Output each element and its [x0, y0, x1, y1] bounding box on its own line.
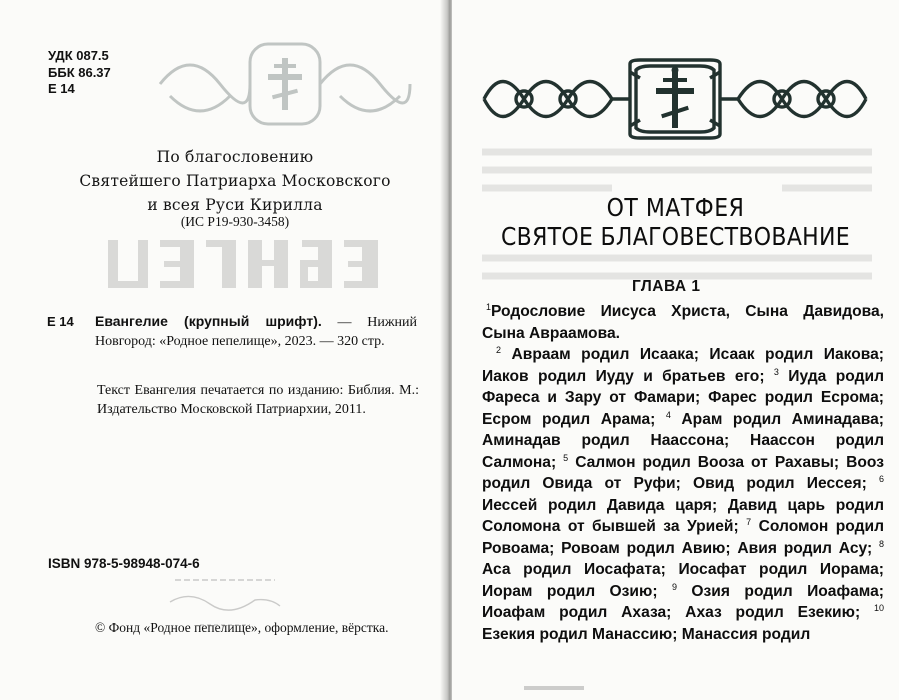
gospel-title-line-2: СВЯТОЕ БЛАГОВЕСТВОВАНИЕ	[501, 223, 850, 252]
verse-text: Арам родил Аминадава; Аминадав родил Наассона; Наассон родил Салмона;	[482, 410, 884, 471]
show-through-title-icon	[88, 232, 388, 296]
blessing-line-1: По благословению	[156, 148, 314, 166]
catalog-entry	[95, 312, 417, 351]
verse-number: 5	[563, 452, 569, 463]
isbn: ISBN 978-5-98948-074-6	[48, 556, 200, 571]
verse-text: Соломон родил Ровоама; Ровоам родил Авию; Авия родил Асу;	[482, 518, 884, 557]
catalog-code: Е 14	[47, 314, 74, 329]
catalog-details: — Нижний Новгород: «Родное пепелище», 2023. — 320 стр.	[95, 315, 417, 349]
classification-codes	[48, 48, 111, 98]
catalog-title: Евангелие (крупный шрифт).	[95, 313, 322, 329]
verse-text: Аса родил Иосафата; Иосафат родил Иорама; Иорам родил Озию;	[482, 561, 884, 600]
copyright-notice: © Фонд «Родное пепелище», оформление, вёрстка.	[95, 620, 389, 635]
verse-number: 4	[665, 409, 671, 420]
verse-number: 3	[773, 366, 779, 377]
patriarch-blessing	[60, 145, 410, 217]
show-through-footnote-icon	[524, 683, 584, 693]
right-page	[452, 0, 899, 700]
left-page	[0, 0, 446, 700]
gospel-title-line-1: ОТ МАТФЕЯ	[606, 194, 745, 223]
chapter-heading: ГЛАВА 1	[632, 278, 701, 295]
cross-ornament-icon	[480, 58, 870, 140]
verse-number: 10	[873, 603, 884, 613]
udk-code: УДК 087.5	[48, 48, 109, 63]
verse-number: 1	[486, 302, 492, 312]
show-through-ornament-icon	[150, 36, 420, 132]
verse-number: 8	[878, 538, 884, 549]
verse-number: 6	[878, 474, 884, 484]
verse-text: Салмон родил Вооза от Рахавы; Вооз родил Овида от Руфи; Овид родил Иессея;	[482, 453, 884, 492]
verse-text: Езекия родил Манассию; Манассия родил	[482, 625, 811, 643]
bbk-code: ББК 86.37	[48, 64, 111, 80]
verse-number: 7	[746, 517, 752, 527]
verse-number: 9	[671, 581, 677, 592]
verse-text: Иессей родил Давида царя; Давид царь родил Соломона от бывшей за Урией;	[482, 496, 884, 535]
blessing-line-3: и всея Руси Кирилла	[147, 196, 323, 214]
verse-text: Авраам родил Исаака; Исаак родил Иакова; Иаков родил Иуду и братьев его;	[482, 346, 884, 385]
publishing-council-number: (ИС Р19-930-3458)	[180, 214, 290, 229]
verse-number: 2	[496, 345, 502, 355]
author-sign: Е 14	[48, 81, 75, 96]
source-note: Текст Евангелия печатается по изданию: Библия. М.: Издательство Московской Патриархии, 2011.	[97, 383, 419, 417]
blessing-line-2: Святейшего Патриарха Московского	[79, 172, 391, 190]
verse-text: Озия родил Иоафама; Иоафам родил Ахаза; Ахаз родил Езекию;	[482, 582, 884, 621]
gospel-verses	[482, 301, 884, 645]
verse-text: Иуда родил Фареса и Зару от Фамари; Фарес родил Есрома; Есром родил Арама;	[482, 367, 884, 428]
verse-text: Родословие Иисуса Христа, Сына Давидова, Сына Авраамова.	[482, 303, 884, 342]
